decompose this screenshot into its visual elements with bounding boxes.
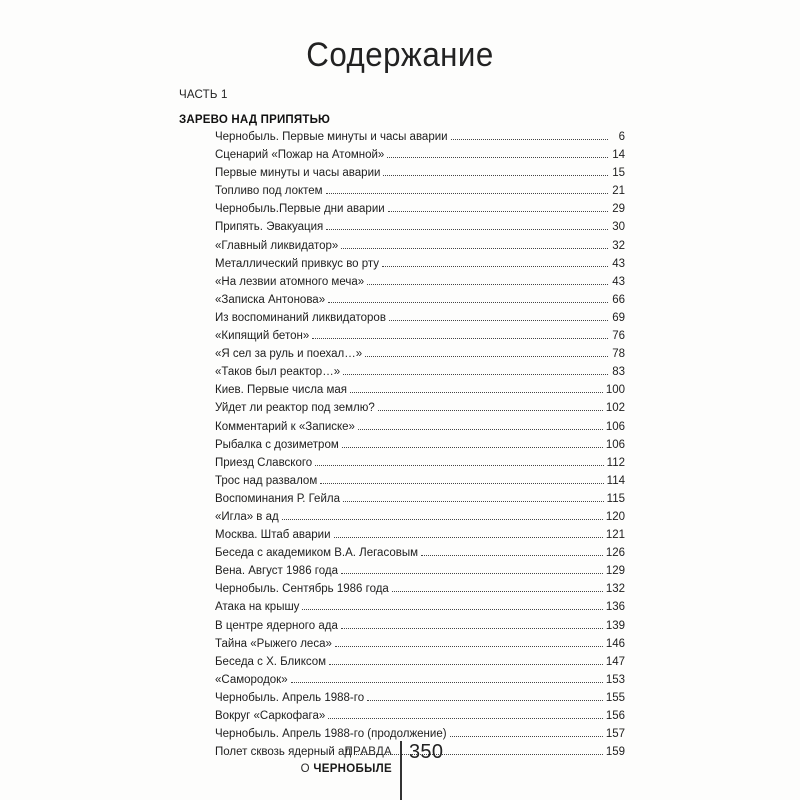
toc-entry-title: «Игла» в ад (215, 510, 279, 523)
toc-dot-leader (388, 211, 608, 212)
toc-entry-page: 114 (606, 474, 625, 487)
footer-page-number: 350 (409, 741, 444, 763)
toc-entry-title: Комментарий к «Записке» (215, 420, 355, 433)
toc-entry-title: «Самородок» (215, 673, 288, 686)
toc-dot-leader (387, 157, 608, 158)
toc-dot-leader (320, 483, 603, 484)
toc-entry-page: 6 (618, 131, 625, 143)
toc-dot-leader (326, 229, 608, 230)
toc-entry-title: Чернобыль. Первые минуты и часы аварии (215, 131, 448, 143)
toc-entry-title: Рыбалка с дозиметром (215, 438, 339, 451)
toc-entry-title: Первые минуты и часы аварии (215, 167, 381, 180)
toc-entry (215, 128, 625, 146)
toc-entry-page: 156 (605, 710, 625, 722)
toc-dot-leader (328, 302, 608, 303)
toc-entry (215, 327, 625, 345)
toc-entry (215, 490, 625, 508)
footer-brand-line2 (301, 761, 392, 778)
toc-entry-page: 21 (612, 185, 625, 198)
toc-dot-leader (302, 609, 602, 610)
toc-entry-title: Беседа с академиком В.А. Легасовым (215, 547, 419, 560)
toc-dot-leader (326, 193, 608, 194)
toc-entry (215, 237, 625, 255)
toc-entry (215, 635, 625, 653)
toc-dot-leader (389, 320, 608, 321)
toc-entry (215, 182, 625, 200)
toc-entry-title: «Таков был реактор…» (215, 366, 341, 379)
toc-entry (215, 345, 625, 363)
footer-divider (400, 741, 402, 800)
toc-entry-title: Вена. Август 1986 года (215, 565, 338, 578)
toc-entry-page: 32 (612, 239, 625, 252)
toc-entry-page: 157 (605, 728, 625, 741)
toc-entry-title: «Главный ликвидатор» (215, 239, 339, 252)
toc-entry-title: Вокруг «Саркофага» (215, 710, 326, 722)
toc-entry (215, 309, 625, 327)
toc-entry-page: 115 (606, 492, 625, 505)
toc-entry-title: Чернобыль. Апрель 1988-го (продолжение) (215, 728, 447, 741)
toc-entry-page: 129 (605, 565, 625, 578)
footer-brand-line1: ПРАВДА (344, 746, 392, 758)
toc-entry (215, 454, 625, 472)
toc-entry (215, 436, 625, 454)
toc-entry (215, 200, 625, 218)
toc-entry-page: 126 (605, 547, 625, 560)
toc-dot-leader (335, 646, 603, 647)
toc-entry-page: 106 (605, 420, 625, 433)
toc-entry-page: 14 (612, 149, 625, 162)
toc-entry-page: 159 (605, 746, 625, 759)
toc-dot-leader (341, 573, 603, 574)
toc-entry-page: 29 (612, 203, 625, 216)
toc-entry-title: Из воспоминаний ликвидаторов (215, 311, 386, 324)
footer-book-title (301, 744, 392, 778)
toc-dot-leader (341, 628, 603, 629)
toc-entry (215, 418, 625, 436)
toc-entry-title: Атака на крышу (215, 601, 300, 614)
toc-entry (215, 381, 625, 399)
toc-entry-title: Чернобыль.Первые дни аварии (215, 203, 385, 216)
toc-entry (215, 544, 625, 562)
toc-entry (215, 653, 625, 671)
toc-dot-leader (312, 338, 608, 339)
toc-entry (215, 707, 625, 725)
toc-entry-title: «На лезвии атомного меча» (215, 275, 365, 288)
toc-dot-leader (315, 465, 603, 466)
toc-dot-leader (367, 284, 608, 285)
toc-entry-page: 136 (605, 601, 625, 614)
toc-entry (215, 399, 625, 417)
toc-entry (215, 218, 625, 236)
toc-entry-title: Сценарий «Пожар на Атомной» (215, 149, 385, 162)
toc-dot-leader (342, 447, 603, 448)
toc-entry (215, 363, 625, 381)
toc-entry-page: 121 (605, 529, 625, 542)
toc-entry-page: 132 (605, 583, 625, 596)
toc-dot-leader (334, 537, 603, 538)
footer-brand-prefix: О (300, 763, 310, 775)
toc-entry-page: 43 (612, 257, 625, 270)
toc-entry-title: В центре ядерного ада (215, 619, 338, 632)
toc-entry-page: 66 (612, 293, 625, 306)
toc-entry-title: Металлический привкус во рту (215, 257, 380, 270)
table-of-contents (215, 128, 625, 761)
toc-entry (215, 671, 625, 689)
toc-entry-page: 15 (612, 167, 625, 180)
toc-entry (215, 291, 625, 309)
toc-entry (215, 689, 625, 707)
toc-entry (215, 562, 625, 580)
toc-entry-title: Воспоминания Р. Гейла (215, 492, 340, 505)
toc-entry (215, 617, 625, 635)
toc-entry-page: 78 (612, 348, 625, 361)
toc-dot-leader (451, 139, 608, 140)
toc-entry-title: Уйдет ли реактор под землю? (215, 402, 375, 415)
toc-dot-leader (343, 501, 604, 502)
part-label: ЧАСТЬ 1 (179, 89, 228, 101)
toc-entry-page: 76 (612, 330, 625, 343)
toc-entry-page: 155 (605, 691, 625, 704)
toc-entry-page: 153 (605, 673, 625, 686)
toc-entry-title: Москва. Штаб аварии (215, 529, 331, 542)
toc-entry-page: 139 (605, 619, 625, 632)
toc-entry (215, 273, 625, 291)
toc-dot-leader (358, 429, 603, 430)
toc-entry-page: 146 (605, 637, 625, 650)
toc-entry (215, 580, 625, 598)
toc-dot-leader (421, 555, 603, 556)
toc-entry-page: 106 (605, 438, 625, 451)
toc-entry-title: Чернобыль. Сентябрь 1986 года (215, 583, 389, 596)
toc-entry-page: 112 (606, 456, 625, 469)
toc-entry (215, 164, 625, 182)
toc-entry (215, 598, 625, 616)
toc-dot-leader (367, 700, 603, 701)
toc-entry-title: Беседа с Х. Бликсом (215, 655, 327, 668)
toc-entry-title: Полет сквозь ядерный ад (215, 746, 352, 759)
toc-dot-leader (392, 591, 603, 592)
toc-entry-title: Припять. Эвакуация (215, 221, 324, 234)
toc-dot-leader (343, 374, 608, 375)
toc-entry-page: 69 (612, 311, 625, 324)
footer-brand-bold: ЧЕРНОБЫЛЕ (313, 763, 392, 775)
toc-dot-leader (282, 519, 603, 520)
toc-entry-page: 43 (612, 275, 625, 288)
toc-entry (215, 146, 625, 164)
toc-dot-leader (328, 718, 603, 719)
toc-entry (215, 255, 625, 273)
toc-entry-page: 100 (605, 384, 625, 397)
toc-entry-page: 147 (605, 655, 625, 668)
toc-entry (215, 472, 625, 490)
toc-entry-page: 83 (612, 366, 625, 379)
toc-entry (215, 508, 625, 526)
toc-entry-page: 30 (612, 221, 625, 234)
toc-dot-leader (365, 356, 608, 357)
toc-entry-title: Топливо под локтем (215, 185, 323, 198)
toc-dot-leader (382, 266, 608, 267)
toc-entry-title: «Я сел за руль и поехал…» (215, 348, 363, 361)
toc-entry-title: Чернобыль. Апрель 1988-го (215, 691, 365, 704)
page-title: Содержание (306, 36, 494, 74)
section-title: ЗАРЕВО НАД ПРИПЯТЬЮ (179, 114, 331, 126)
toc-entry-title: Киев. Первые числа мая (215, 384, 348, 397)
toc-dot-leader (350, 392, 603, 393)
toc-entry-page: 120 (605, 510, 625, 523)
toc-entry-page: 102 (605, 402, 625, 415)
toc-entry-title: Тайна «Рыжего леса» (215, 637, 332, 650)
toc-entry-title: Трос над развалом (215, 474, 318, 487)
toc-entry (215, 526, 625, 544)
toc-dot-leader (291, 682, 603, 683)
toc-dot-leader (329, 664, 603, 665)
toc-dot-leader (383, 175, 608, 176)
toc-entry-title: «Записка Антонова» (215, 293, 326, 306)
toc-dot-leader (378, 410, 603, 411)
toc-dot-leader (450, 736, 603, 737)
toc-dot-leader (341, 248, 608, 249)
toc-entry-title: Приезд Славского (215, 456, 313, 469)
toc-entry-title: «Кипящий бетон» (215, 330, 310, 343)
